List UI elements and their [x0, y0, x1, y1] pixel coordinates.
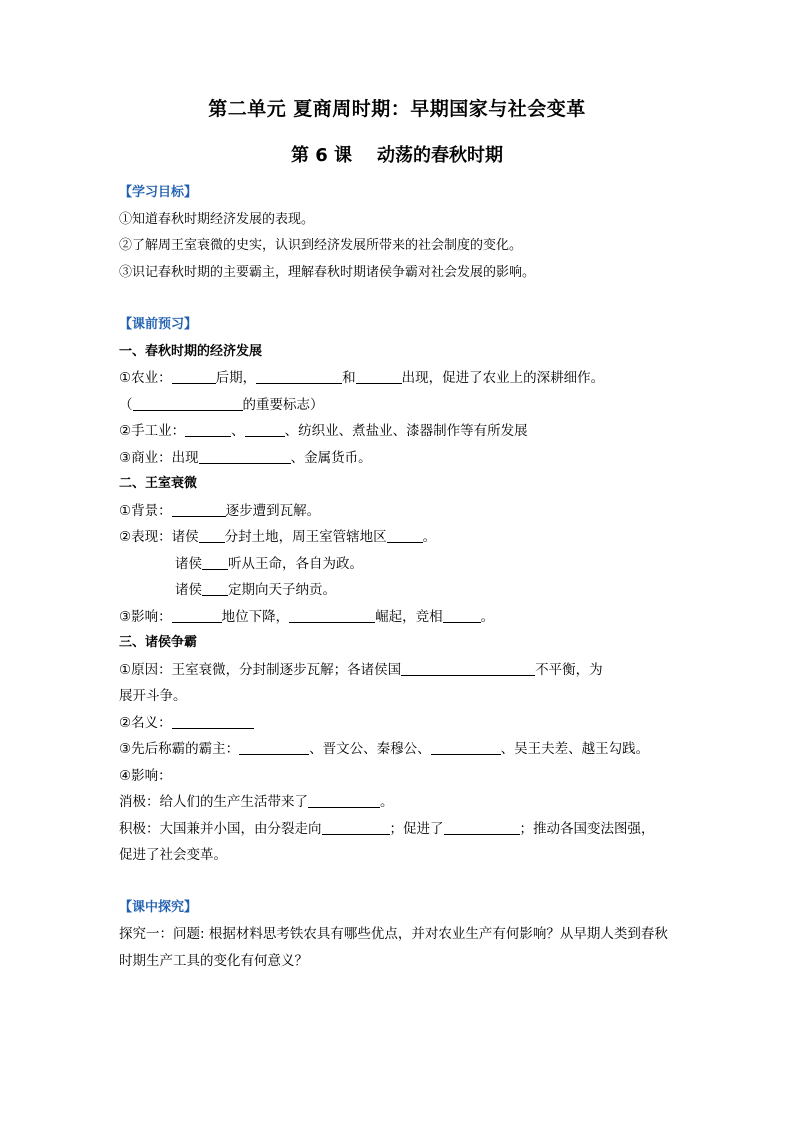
- blank-field[interactable]: [172, 368, 216, 384]
- commerce-line: ③商业：出现 、金属货币。: [119, 449, 372, 466]
- section-heading-hegemony: 三、诸侯争霸: [119, 635, 198, 650]
- agriculture-note-line: （ 的重要标志）: [119, 396, 324, 413]
- blank-field[interactable]: [308, 792, 380, 808]
- blank-field[interactable]: [443, 607, 481, 623]
- hegemon-line: ③先后称霸的霸主： 、晋文公、秦穆公、 、吴王夫差、越王勾践。: [119, 741, 650, 757]
- blank-field[interactable]: [289, 607, 375, 623]
- blank-field[interactable]: [172, 607, 222, 623]
- agriculture-line: ①农业： 后期， 和 出现，促进了农业上的深耕细作。: [119, 370, 605, 386]
- blank-field[interactable]: [431, 739, 501, 755]
- blank-field[interactable]: [401, 660, 535, 676]
- blank-field[interactable]: [172, 713, 254, 729]
- unit-title: 第二单元 夏商周时期：早期国家与社会变革: [208, 98, 586, 120]
- explore-header: 【课中探究】: [119, 899, 198, 915]
- performance-line: 诸侯 定期向天子纳贡。: [175, 582, 336, 598]
- blank-field[interactable]: [202, 580, 228, 596]
- objectives-header: 【学习目标】: [119, 185, 198, 200]
- blank-field[interactable]: [245, 421, 285, 437]
- blank-field[interactable]: [322, 819, 390, 835]
- pretext-line: ②名义：: [119, 710, 679, 737]
- negative-impact-line: 消极：给人们的生产生活带来了 。: [119, 794, 394, 810]
- cause-line: ①原因：王室衰微，分封制逐步瓦解；各诸侯国 不平衡，为: [119, 661, 603, 678]
- blank-field[interactable]: [133, 395, 243, 411]
- objective-item: ①知道春秋时期经济发展的表现。: [119, 211, 315, 227]
- section-heading-economy: 一、春秋时期的经济发展: [119, 343, 263, 359]
- positive-impact-line-continued: 促进了社会变革。: [119, 847, 227, 863]
- objective-item: ②了解周王室衰微的史实，认识到经济发展所带来的社会制度的变化。: [119, 238, 523, 253]
- positive-impact-line: 积极：大国兼并小国，由分裂走向 ；促进了 ；推动各国变法图强，: [119, 820, 655, 837]
- lesson-title: 第 6 课 动荡的春秋时期: [290, 145, 504, 166]
- blank-field[interactable]: [202, 554, 228, 570]
- blank-field[interactable]: [444, 819, 520, 835]
- blank-field[interactable]: [172, 501, 226, 517]
- blank-field[interactable]: [356, 368, 402, 384]
- background-line: ①背景： 逐步遭到瓦解。: [119, 502, 321, 519]
- blank-field[interactable]: [199, 527, 225, 543]
- blank-field[interactable]: [199, 448, 291, 464]
- preview-header: 【课前预习】: [119, 317, 198, 332]
- document-body: [119, 180, 679, 974]
- blank-field[interactable]: [239, 739, 309, 755]
- impact-line: ④影响：: [119, 767, 172, 784]
- objective-item: ③识记春秋时期的主要霸主，理解春秋时期诸侯争霸对社会发展的影响。: [119, 264, 536, 280]
- explore-question: 探究一：问题: 根据材料思考铁农具有哪些优点，并对农业生产有何影响？从早期人类到春秋时期生产工具的变化有何意义？: [119, 926, 668, 969]
- blank-field[interactable]: [387, 527, 423, 543]
- handicraft-line: ②手工业： 、 、纺织业、煮盐业、漆器制作等有所发展: [119, 423, 528, 439]
- blank-field[interactable]: [256, 368, 342, 384]
- performance-line: ②表现：诸侯 分封土地，周王室管辖地区 。: [119, 529, 437, 545]
- cause-line-continued: 展开斗争。: [119, 688, 187, 704]
- effect-line: ③影响： 地位下降， 崛起，竞相 。: [119, 608, 495, 625]
- section-heading-royal-decline: 二、王室衰微: [119, 476, 198, 491]
- performance-line: 诸侯 听从王命，各自为政。: [175, 555, 363, 572]
- blank-field[interactable]: [185, 421, 231, 437]
